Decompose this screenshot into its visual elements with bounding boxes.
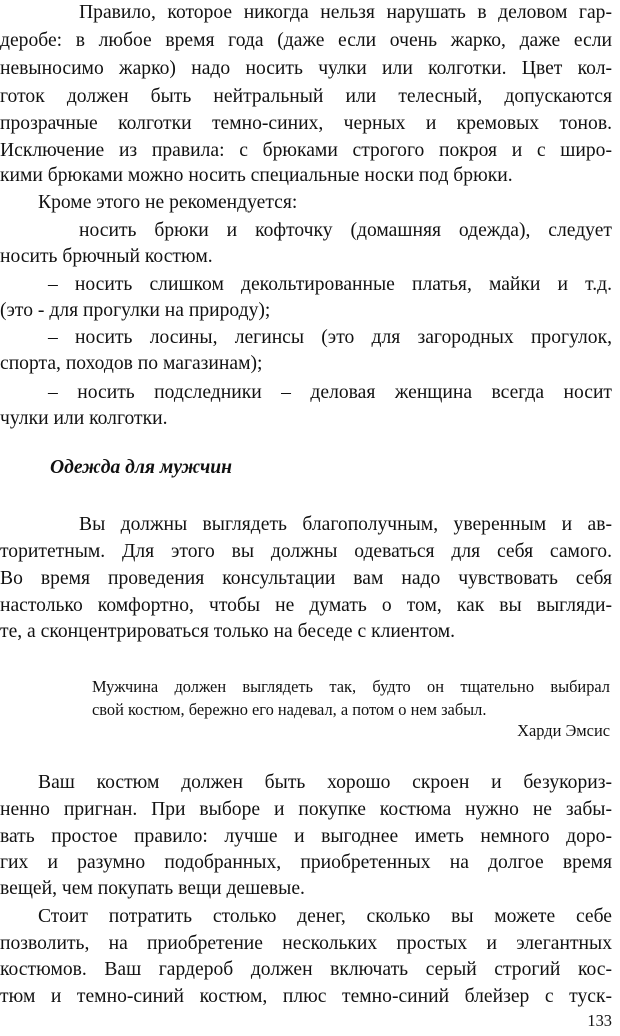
text-line: кими брюками можно носить специальные носки под брюки. bbox=[0, 165, 513, 186]
text-line: Исключение из правила: с брюками строгого покроя и с широ- bbox=[0, 140, 612, 161]
text-line: гих и разумно подобранных, приобретенных на долгое время bbox=[0, 852, 612, 873]
text-line: тюм и темно-синий костюм, плюс темно-синий блейзер с туск- bbox=[0, 986, 612, 1007]
text-line: Вы должны выглядеть благополучным, уверенным и ав- bbox=[79, 514, 612, 535]
section-heading: Одежда для мужчин bbox=[50, 457, 233, 478]
text-line: Ваш костюм должен быть хорошо скроен и безукориз- bbox=[38, 772, 612, 793]
text-line: Стоит потратить столько денег, сколько вы можете себе bbox=[38, 906, 612, 927]
page-number: 133 bbox=[587, 1011, 612, 1030]
text-line: невыносимо жарко) надо носить чулки или колготки. Цвет кол- bbox=[0, 58, 612, 79]
text-line: Правило, которое никогда нельзя нарушать в деловом гар- bbox=[79, 2, 612, 23]
text-line: – носить подследники – деловая женщина всегда носит bbox=[48, 382, 612, 403]
text-line: чулки или колготки. bbox=[0, 408, 168, 429]
text-line: – носить лосины, легинсы (это для загородных прогулок, bbox=[48, 327, 612, 348]
text-line: торитетным. Для этого вы должны одеваться для себя самого. bbox=[0, 541, 612, 562]
text-line: костюмов. Ваш гардероб должен включать серый строгий кос- bbox=[0, 959, 612, 980]
text-line: прозрачные колготки темно-синих, черных и кремовых тонов. bbox=[0, 113, 612, 134]
text-line: деробе: в любое время года (даже если очень жарко, даже если bbox=[0, 30, 612, 51]
text-line: Кроме этого не рекомендуется: bbox=[38, 192, 298, 213]
text-line: вещей, чем покупать вещи дешевые. bbox=[0, 878, 305, 899]
text-line: готок должен быть нейтральный или телесный, допускаются bbox=[0, 86, 612, 107]
text-line: ненно пригнан. При выборе и покупке костюма нужно не забы- bbox=[0, 799, 612, 820]
text-line: Во время проведения консультации вам надо чувствовать себя bbox=[0, 568, 612, 589]
epigraph-line: Мужчина должен выглядеть так, будто он тщательно выбирал bbox=[92, 677, 610, 696]
epigraph-author: Харди Эмсис bbox=[517, 721, 610, 740]
text-line: (это - для прогулки на природу); bbox=[0, 300, 271, 321]
text-line: позволить, на приобретение нескольких простых и элегантных bbox=[0, 933, 612, 954]
text-line: носить брючный костюм. bbox=[0, 246, 213, 267]
text-line: те, а сконцентрироваться только на беседе с клиентом. bbox=[0, 621, 456, 642]
text-line: – носить слишком декольтированные платья, майки и т.д. bbox=[48, 274, 612, 295]
text-line: вать простое правило: лучше и выгоднее иметь немного доро- bbox=[0, 826, 612, 847]
text-line: спорта, походов по магазинам); bbox=[0, 353, 263, 374]
text-line: носить брюки и кофточку (домашняя одежда), следует bbox=[79, 220, 612, 241]
text-line: настолько комфортно, чтобы не думать о том, как вы выгляди- bbox=[0, 595, 612, 616]
epigraph-line: свой костюм, бережно его надевал, а потом о нем забыл. bbox=[92, 700, 487, 719]
